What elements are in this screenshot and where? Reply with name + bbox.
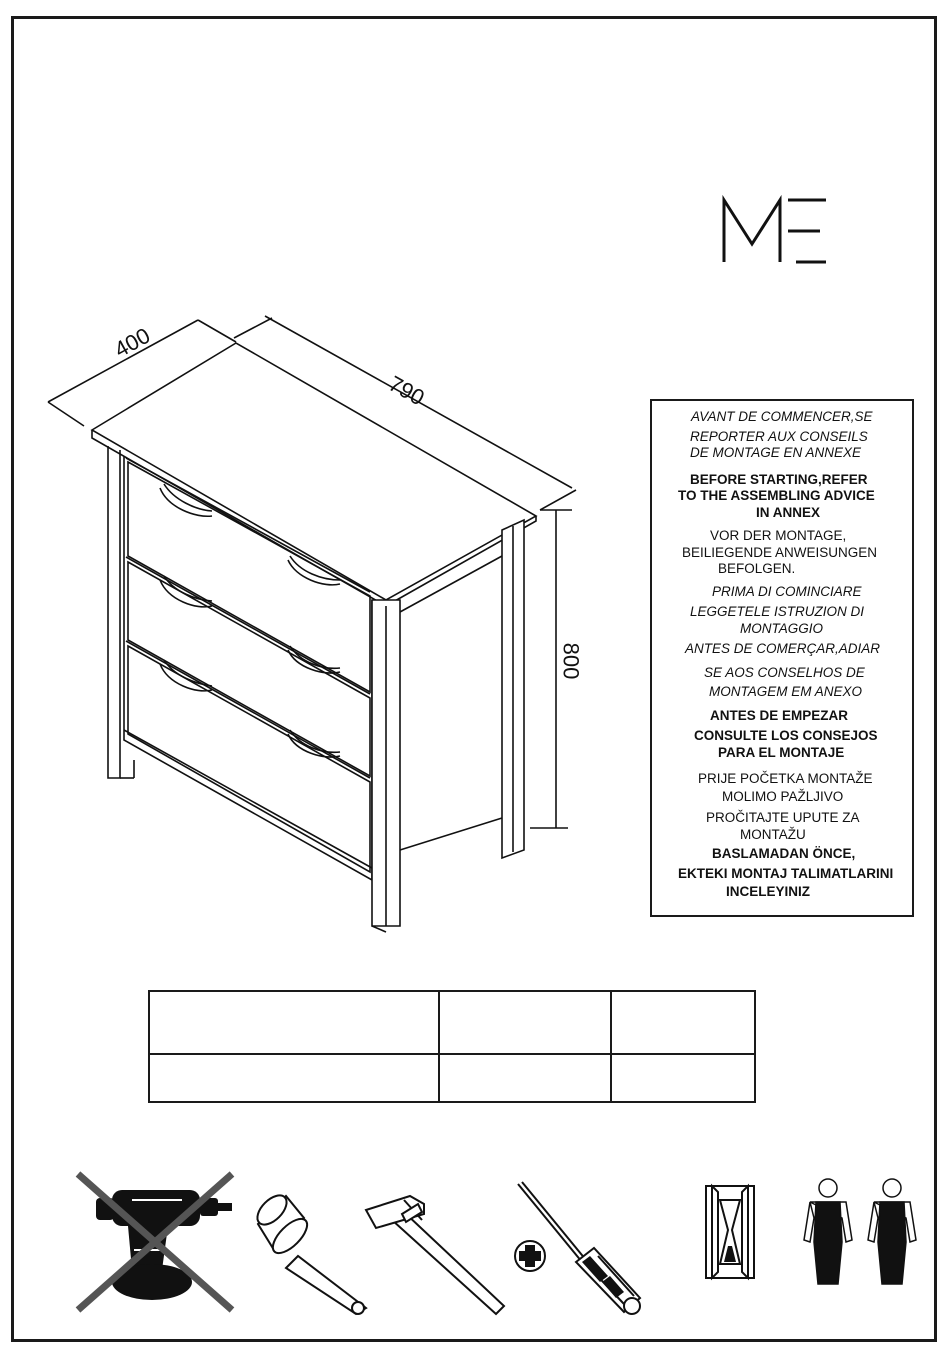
notice-line: VOR DER MONTAGE, bbox=[710, 528, 847, 543]
notice-line: TO THE ASSEMBLING ADVICE bbox=[678, 488, 875, 503]
phillips-screwdriver-icon bbox=[506, 1178, 648, 1318]
notice-line: PRIJE POČETKA MONTAŽE bbox=[698, 771, 873, 786]
product-info-table bbox=[148, 990, 756, 1103]
table-row-divider bbox=[150, 1053, 754, 1055]
notice-line: PARA EL MONTAJE bbox=[718, 745, 845, 760]
notice-line: DE MONTAGE EN ANNEXE bbox=[690, 445, 862, 460]
notice-line: INCELEYINIZ bbox=[726, 884, 811, 899]
notice-line: EKTEKI MONTAJ TALIMATLARINI bbox=[678, 866, 894, 881]
notice-line: CONSULTE LOS CONSEJOS bbox=[694, 728, 878, 743]
notice-line: IN ANNEX bbox=[756, 505, 821, 520]
notice-line: LEGGETELE ISTRUZION DI bbox=[690, 604, 865, 619]
notice-line: SE AOS CONSELHOS DE bbox=[704, 665, 865, 680]
notice-line: MONTAGEM EM ANEXO bbox=[709, 684, 863, 699]
dimension-height-label: 800 bbox=[558, 642, 584, 680]
two-persons-icon bbox=[798, 1176, 924, 1288]
table-column-divider bbox=[438, 992, 440, 1101]
mallet-icon bbox=[252, 1190, 374, 1316]
notice-line: ANTES DE EMPEZAR bbox=[710, 708, 849, 723]
hourglass-icon bbox=[702, 1182, 758, 1282]
notice-line: AVANT DE COMMENCER,SE bbox=[691, 409, 873, 424]
notice-line: PRIMA DI COMINCIARE bbox=[712, 584, 862, 599]
dimension-depth-label: 400 bbox=[109, 322, 155, 363]
notice-line: BEILIEGENDE ANWEISUNGEN bbox=[682, 545, 878, 560]
dimension-width-label: 790 bbox=[384, 370, 429, 411]
notice-line: MONTAGGIO bbox=[740, 621, 823, 636]
notice-line: MOLIMO PAŽLJIVO bbox=[722, 789, 844, 804]
table-column-divider bbox=[610, 992, 612, 1101]
notice-line: PROČITAJTE UPUTE ZA bbox=[706, 810, 860, 825]
chest-of-drawers-drawing bbox=[40, 300, 600, 940]
notice-line: MONTAŽU bbox=[740, 827, 806, 842]
notice-line: ANTES DE COMERÇAR,ADIAR bbox=[685, 641, 881, 656]
brand-logo bbox=[716, 192, 834, 264]
assembly-notice-box bbox=[650, 399, 914, 917]
notice-line: BEFORE STARTING,REFER bbox=[690, 472, 868, 487]
hammer-icon bbox=[362, 1190, 512, 1318]
notice-line: BEFOLGEN. bbox=[718, 561, 796, 576]
notice-line: REPORTER AUX CONSEILS bbox=[690, 429, 868, 444]
drill-crossed-icon bbox=[72, 1170, 238, 1316]
notice-line: BASLAMADAN ÖNCE, bbox=[712, 846, 856, 861]
